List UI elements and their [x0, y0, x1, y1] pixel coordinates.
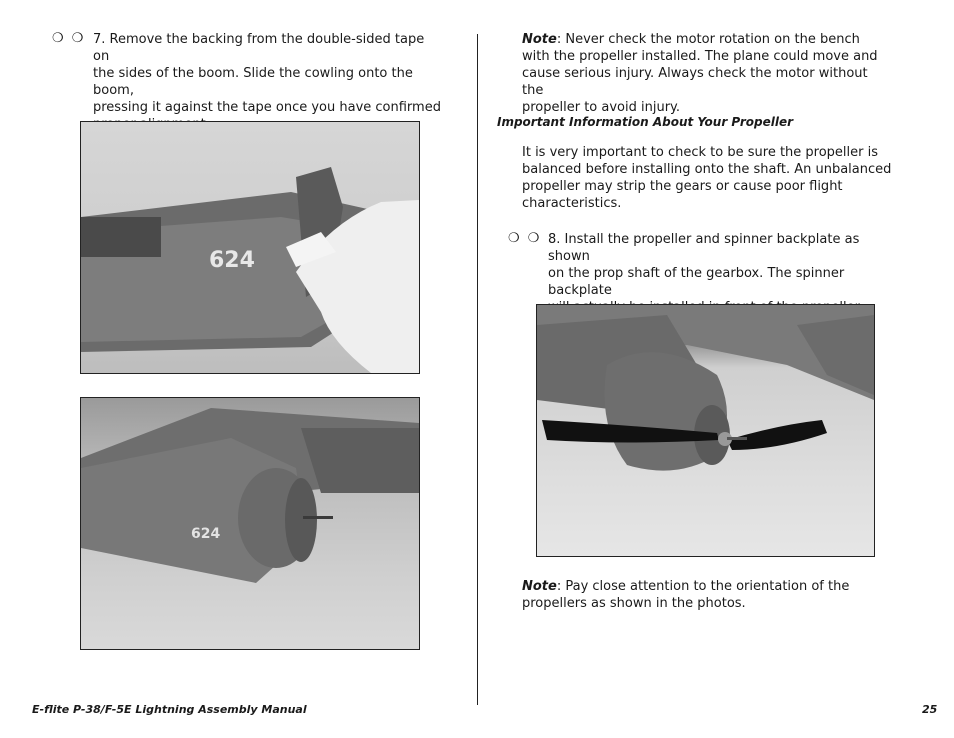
- step-7-line: pressing it against the tape once you have confirmed: [93, 100, 441, 115]
- footer-page-number: 25: [922, 703, 938, 716]
- step-8-checkboxes[interactable]: ❍ ❍: [508, 231, 542, 246]
- step-8-line: 8. Install the propeller and spinner backplate as shown: [548, 232, 860, 264]
- note-label: Note: [522, 32, 557, 47]
- step-7-checkboxes[interactable]: ❍ ❍: [52, 31, 86, 46]
- photo2-marking: 624: [191, 526, 221, 542]
- note-propeller-orientation: [522, 578, 892, 612]
- step-7-line: 7. Remove the backing from the double-sided tape on: [93, 32, 425, 64]
- step-7-line: the sides of the boom. Slide the cowling onto the boom,: [93, 66, 413, 98]
- paragraph-line: It is very important to check to be sure the propeller is: [522, 145, 879, 160]
- photo1-marking: 624: [209, 248, 255, 273]
- photo-cowling-installed: [80, 397, 420, 650]
- photo-cowling-installed-drawing: [81, 398, 419, 649]
- paragraph-line: propeller may strip the gears or cause poor flight: [522, 179, 843, 194]
- paragraph-line: balanced before installing onto the shaft. An unbalanced: [522, 162, 892, 177]
- note-line: propeller to avoid injury.: [522, 100, 681, 115]
- section-heading: Important Information About Your Propeller: [497, 115, 794, 129]
- note-text: : Pay close attention to the orientation of the: [556, 579, 850, 594]
- note-line: cause serious injury. Always check the motor without the: [522, 66, 868, 98]
- note-line: [522, 578, 892, 595]
- photo-propeller-installed-drawing: [537, 305, 874, 556]
- photo-propeller-installed: [536, 304, 875, 557]
- step-8-line: on the prop shaft of the gearbox. The spinner backplate: [548, 266, 845, 298]
- step-7-text: [93, 31, 443, 133]
- note-line: [522, 31, 892, 48]
- footer-manual-title: E-flite P-38/F-5E Lightning Assembly Manual: [32, 703, 307, 716]
- paragraph-line: characteristics.: [522, 196, 622, 211]
- propeller-balance-paragraph: [522, 144, 892, 212]
- photo-cowling-on-boom-drawing: [81, 122, 419, 373]
- note-label: Note: [522, 579, 557, 594]
- note-line: with the propeller installed. The plane could move and: [522, 49, 878, 64]
- column-divider: [477, 34, 478, 705]
- note-motor-rotation: [522, 31, 892, 116]
- note-text: : Never check the motor rotation on the bench: [556, 32, 860, 47]
- photo-cowling-on-boom: [80, 121, 420, 374]
- note-line: propellers as shown in the photos.: [522, 596, 746, 611]
